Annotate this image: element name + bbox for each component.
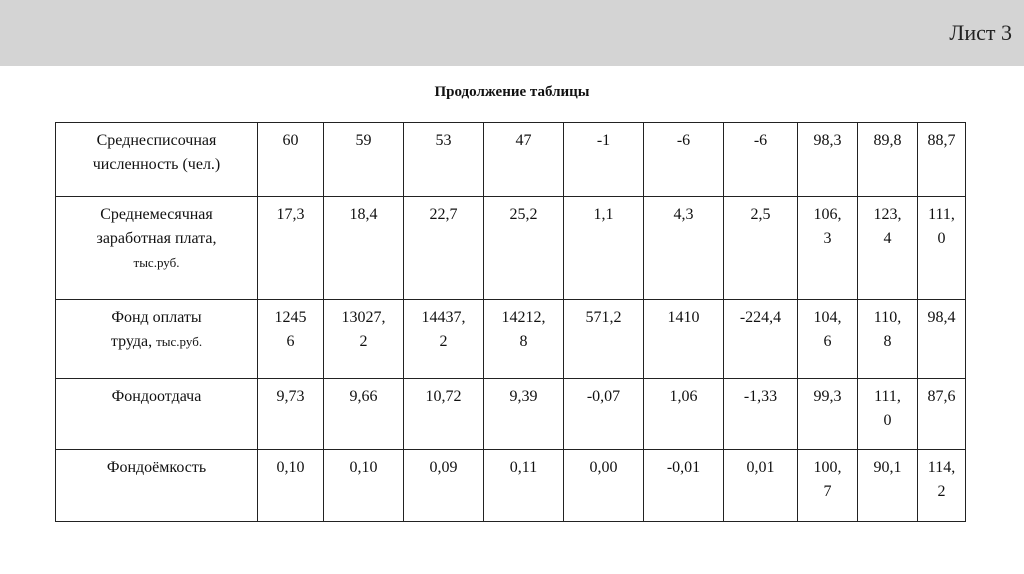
table-row [56, 300, 966, 379]
table-cell: 90,1 [858, 450, 918, 522]
table-cell: 106, 3 [798, 197, 858, 300]
table-row [56, 379, 966, 450]
table-cell: -0,01 [644, 450, 724, 522]
table-cell: -6 [644, 123, 724, 197]
table-cell: 99,3 [798, 379, 858, 450]
table-cell: -1,33 [724, 379, 798, 450]
row-label: Фондоотдача [56, 379, 258, 450]
row-label: Фонд оплаты труда, тыс.руб. [56, 300, 258, 379]
table-cell: -224,4 [724, 300, 798, 379]
table-cell: 89,8 [858, 123, 918, 197]
table-row [56, 123, 966, 197]
table-row [56, 197, 966, 300]
table-cell: 0,00 [564, 450, 644, 522]
table-cell: 53 [404, 123, 484, 197]
table-cell: 104, 6 [798, 300, 858, 379]
table-cell: 9,66 [324, 379, 404, 450]
row-label: Среднесписочная численность (чел.) [56, 123, 258, 197]
table-cell: 0,10 [324, 450, 404, 522]
table-cell: 25,2 [484, 197, 564, 300]
table-cell: 14212, 8 [484, 300, 564, 379]
table-cell: -6 [724, 123, 798, 197]
table-cell: 14437, 2 [404, 300, 484, 379]
table-cell: 22,7 [404, 197, 484, 300]
table-caption: Продолжение таблицы [434, 84, 590, 100]
table-cell: 571,2 [564, 300, 644, 379]
table-cell: 9,39 [484, 379, 564, 450]
table-cell: 98,3 [798, 123, 858, 197]
table-row [56, 450, 966, 522]
table-cell: 60 [258, 123, 324, 197]
table-cell: -0,07 [564, 379, 644, 450]
table-cell: 98,4 [918, 300, 966, 379]
table-cell: 1,06 [644, 379, 724, 450]
table-cell: 111, 0 [918, 197, 966, 300]
table-cell: 9,73 [258, 379, 324, 450]
table-cell: 111, 0 [858, 379, 918, 450]
table-cell: 0,11 [484, 450, 564, 522]
table-cell: 87,6 [918, 379, 966, 450]
table-cell: 1410 [644, 300, 724, 379]
table-cell: 17,3 [258, 197, 324, 300]
table-cell: 59 [324, 123, 404, 197]
table-cell: 18,4 [324, 197, 404, 300]
table-cell: 88,7 [918, 123, 966, 197]
table-cell: 123, 4 [858, 197, 918, 300]
table-cell: 47 [484, 123, 564, 197]
table-cell: 114, 2 [918, 450, 966, 522]
sheet-label: Лист 3 [949, 20, 1012, 45]
row-label: Фондоёмкость [56, 450, 258, 522]
table-cell: 4,3 [644, 197, 724, 300]
table-cell: 1,1 [564, 197, 644, 300]
table-cell: 2,5 [724, 197, 798, 300]
table-cell: 10,72 [404, 379, 484, 450]
row-label: Среднемесячная заработная плата, тыс.руб. [56, 197, 258, 300]
table-cell: -1 [564, 123, 644, 197]
table-cell: 100, 7 [798, 450, 858, 522]
table-cell: 0,10 [258, 450, 324, 522]
table-cell: 110, 8 [858, 300, 918, 379]
header-bar [0, 0, 1024, 66]
table-cell: 13027, 2 [324, 300, 404, 379]
table-cell: 1245 6 [258, 300, 324, 379]
table-cell: 0,01 [724, 450, 798, 522]
data-table [55, 122, 966, 522]
table-cell: 0,09 [404, 450, 484, 522]
